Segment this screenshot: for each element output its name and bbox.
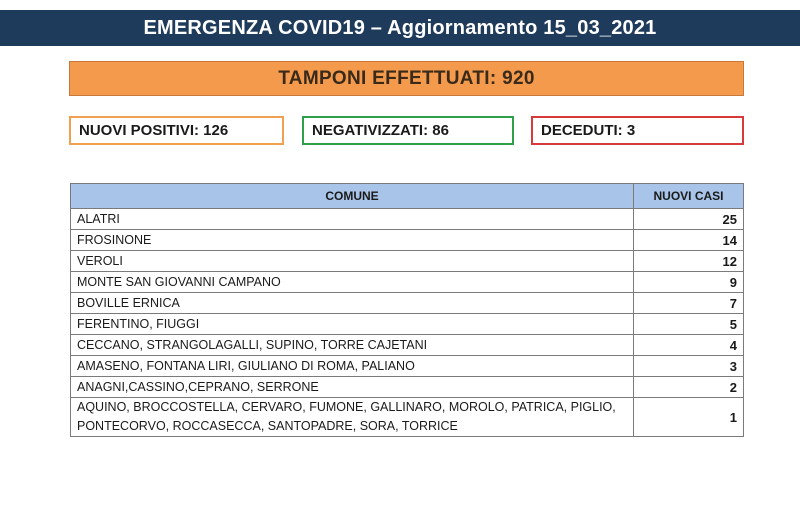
casi-cell: 1 [634, 398, 744, 437]
table-row [71, 251, 744, 272]
header-comune: COMUNE [71, 184, 634, 209]
casi-cell: 5 [634, 314, 744, 335]
tamponi-label: TAMPONI EFFETTUATI: 920 [278, 67, 535, 89]
header-nuovi-casi: NUOVI CASI [634, 184, 744, 209]
negativizzati-label: NEGATIVIZZATI: 86 [312, 122, 449, 139]
table-row [71, 230, 744, 251]
comune-cell: FROSINONE [71, 230, 634, 251]
positivi-box [69, 116, 284, 145]
casi-cell: 12 [634, 251, 744, 272]
table-header-row [71, 184, 744, 209]
table-row [71, 272, 744, 293]
table-row [71, 293, 744, 314]
comune-cell: CECCANO, STRANGOLAGALLI, SUPINO, TORRE CAJETANI [71, 335, 634, 356]
comune-cell: FERENTINO, FIUGGI [71, 314, 634, 335]
comune-cell: ANAGNI,CASSINO,CEPRANO, SERRONE [71, 377, 634, 398]
page-header [0, 10, 800, 46]
comune-cell: AQUINO, BROCCOSTELLA, CERVARO, FUMONE, GALLINARO, MOROLO, PATRICA, PIGLIO, PONTECORVO, ROCCASECCA, SANTOPADRE, SORA, TORRICE [71, 398, 634, 437]
positivi-label: NUOVI POSITIVI: 126 [79, 122, 229, 139]
comune-cell: ALATRI [71, 209, 634, 230]
comune-cell: BOVILLE ERNICA [71, 293, 634, 314]
deceduti-box [531, 116, 744, 145]
casi-cell: 14 [634, 230, 744, 251]
negativizzati-box [302, 116, 514, 145]
table-row [71, 314, 744, 335]
casi-cell: 7 [634, 293, 744, 314]
cases-table [70, 183, 744, 437]
table-row [71, 377, 744, 398]
table-row [71, 335, 744, 356]
casi-cell: 25 [634, 209, 744, 230]
comune-cell: VEROLI [71, 251, 634, 272]
deceduti-label: DECEDUTI: 3 [541, 122, 636, 139]
comune-cell: MONTE SAN GIOVANNI CAMPANO [71, 272, 634, 293]
casi-cell: 4 [634, 335, 744, 356]
casi-cell: 9 [634, 272, 744, 293]
table-row [71, 209, 744, 230]
page-title: EMERGENZA COVID19 – Aggiornamento 15_03_2021 [143, 16, 657, 39]
tamponi-banner [69, 61, 744, 96]
table-row [71, 356, 744, 377]
casi-cell: 2 [634, 377, 744, 398]
table-row [71, 398, 744, 437]
cases-table-container [70, 183, 744, 437]
comune-cell: AMASENO, FONTANA LIRI, GIULIANO DI ROMA, PALIANO [71, 356, 634, 377]
casi-cell: 3 [634, 356, 744, 377]
